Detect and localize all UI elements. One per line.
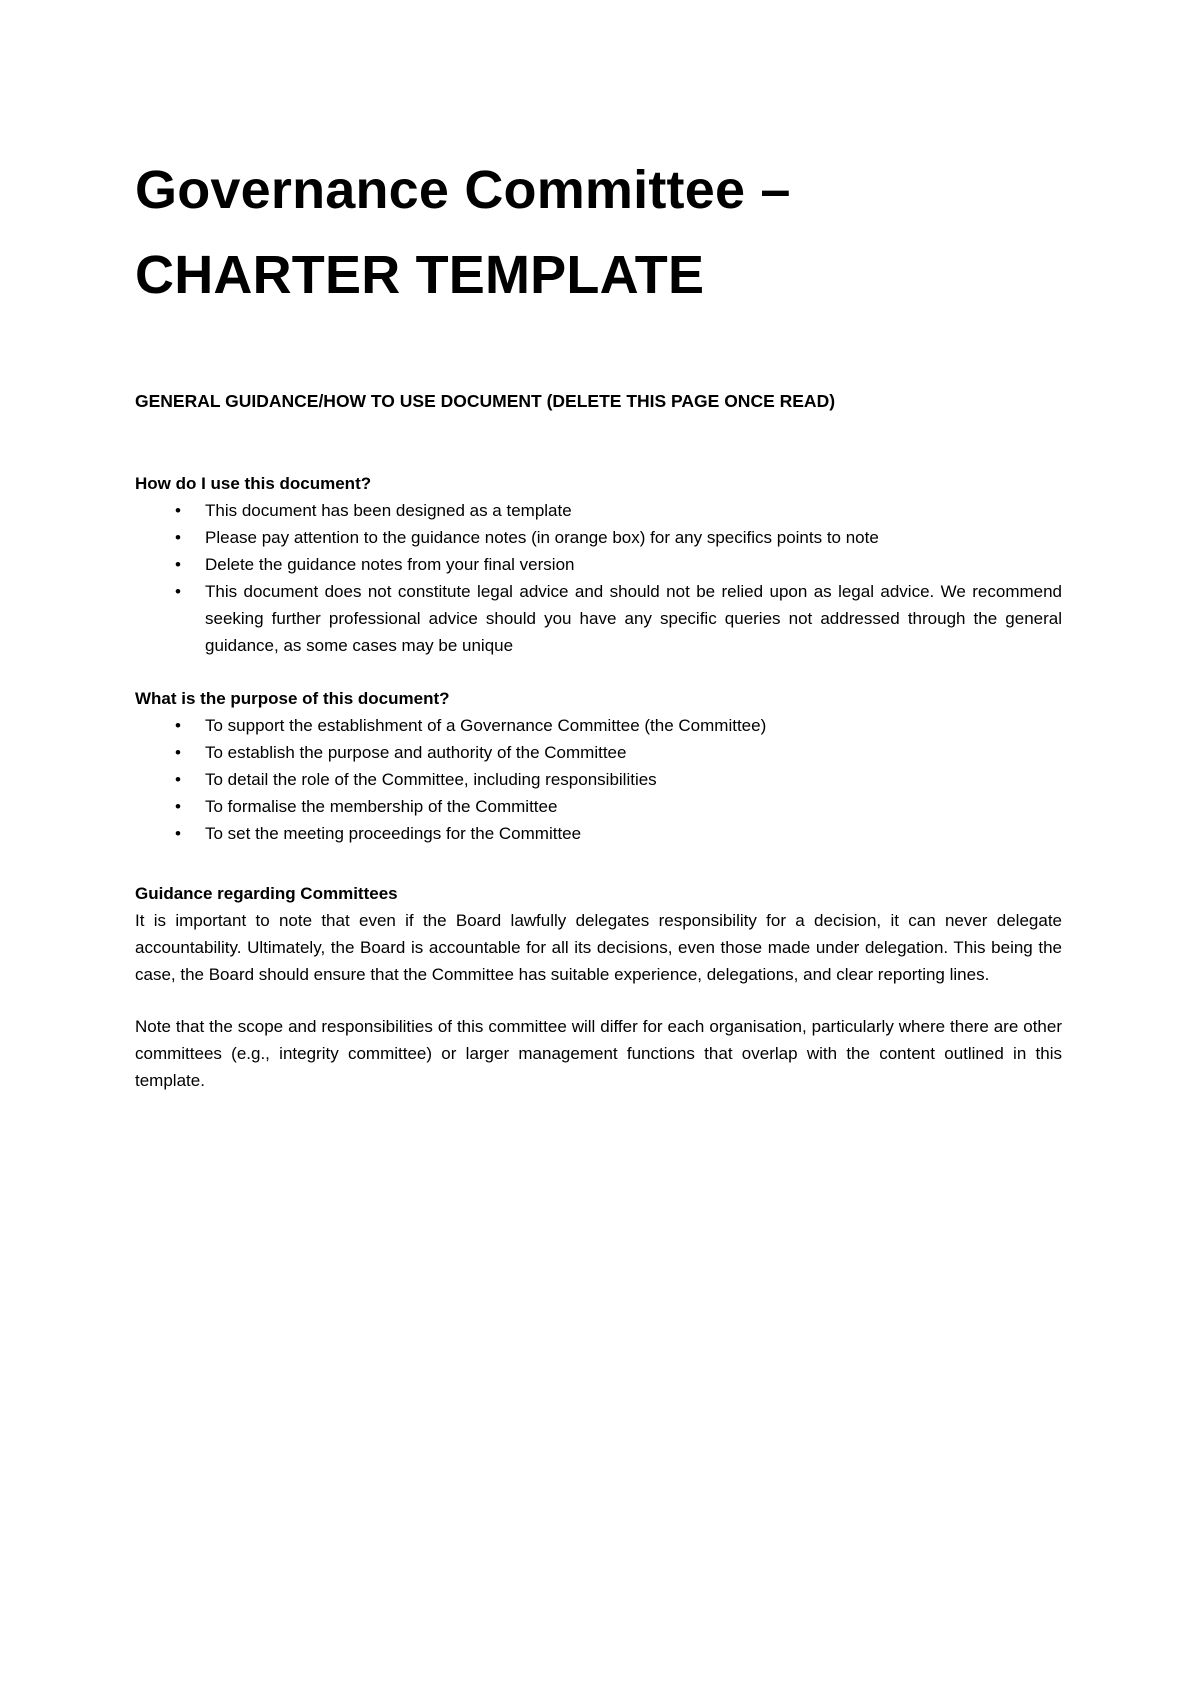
document-title-line2: CHARTER TEMPLATE bbox=[135, 245, 705, 305]
bullet-item: • This document does not constitute legal advice and should not be relied upon as legal advice. We recommend seeking further professional advice should you have any specific queries not addressed through the general guidance, as some cases may be unique bbox=[135, 578, 1062, 659]
bullet-item: • Please pay attention to the guidance notes (in orange box) for any specifics points to note bbox=[135, 524, 1062, 551]
bullet-item: • To set the meeting proceedings for the Committee bbox=[135, 820, 1062, 847]
paragraph-delegation: It is important to note that even if the Board lawfully delegates responsibility for a decision, it can never delegate accountability. Ultimately, the Board is accountable for all its decisions, even those made under delegation. This being the case, the Board should ensure that the Committee has suitable experience, delegations, and clear reporting lines. bbox=[135, 911, 1062, 984]
bullet-item: • To establish the purpose and authority of the Committee bbox=[135, 739, 1062, 766]
bullet-list-how-to-use bbox=[135, 497, 1062, 659]
bullet-item: • To detail the role of the Committee, including responsibilities bbox=[135, 766, 1062, 793]
document-title-line1: Governance Committee – bbox=[135, 160, 791, 220]
bullet-item: • To formalise the membership of the Committee bbox=[135, 793, 1062, 820]
section-purpose bbox=[135, 685, 1062, 847]
document-content bbox=[0, 148, 1200, 1094]
section-heading-purpose: What is the purpose of this document? bbox=[135, 689, 450, 708]
bullet-item: • To support the establishment of a Governance Committee (the Committee) bbox=[135, 712, 1062, 739]
section-how-to-use bbox=[135, 470, 1062, 659]
document-title bbox=[135, 148, 1062, 318]
section-heading-guidance-committees: Guidance regarding Committees bbox=[135, 884, 398, 903]
bullet-list-purpose bbox=[135, 712, 1062, 847]
section-heading-how-to-use: How do I use this document? bbox=[135, 474, 372, 493]
paragraph-scope: Note that the scope and responsibilities of this committee will differ for each organisation, particularly where there are other committees (e.g., integrity committee) or larger management functions that overlap with the content outlined in this template. bbox=[135, 1017, 1062, 1090]
section-guidance-committees bbox=[135, 880, 1062, 1094]
general-guidance-heading: GENERAL GUIDANCE/HOW TO USE DOCUMENT (DELETE THIS PAGE ONCE READ) bbox=[135, 391, 836, 411]
bullet-item: • This document has been designed as a template bbox=[135, 497, 1062, 524]
bullet-item: • Delete the guidance notes from your final version bbox=[135, 551, 1062, 578]
